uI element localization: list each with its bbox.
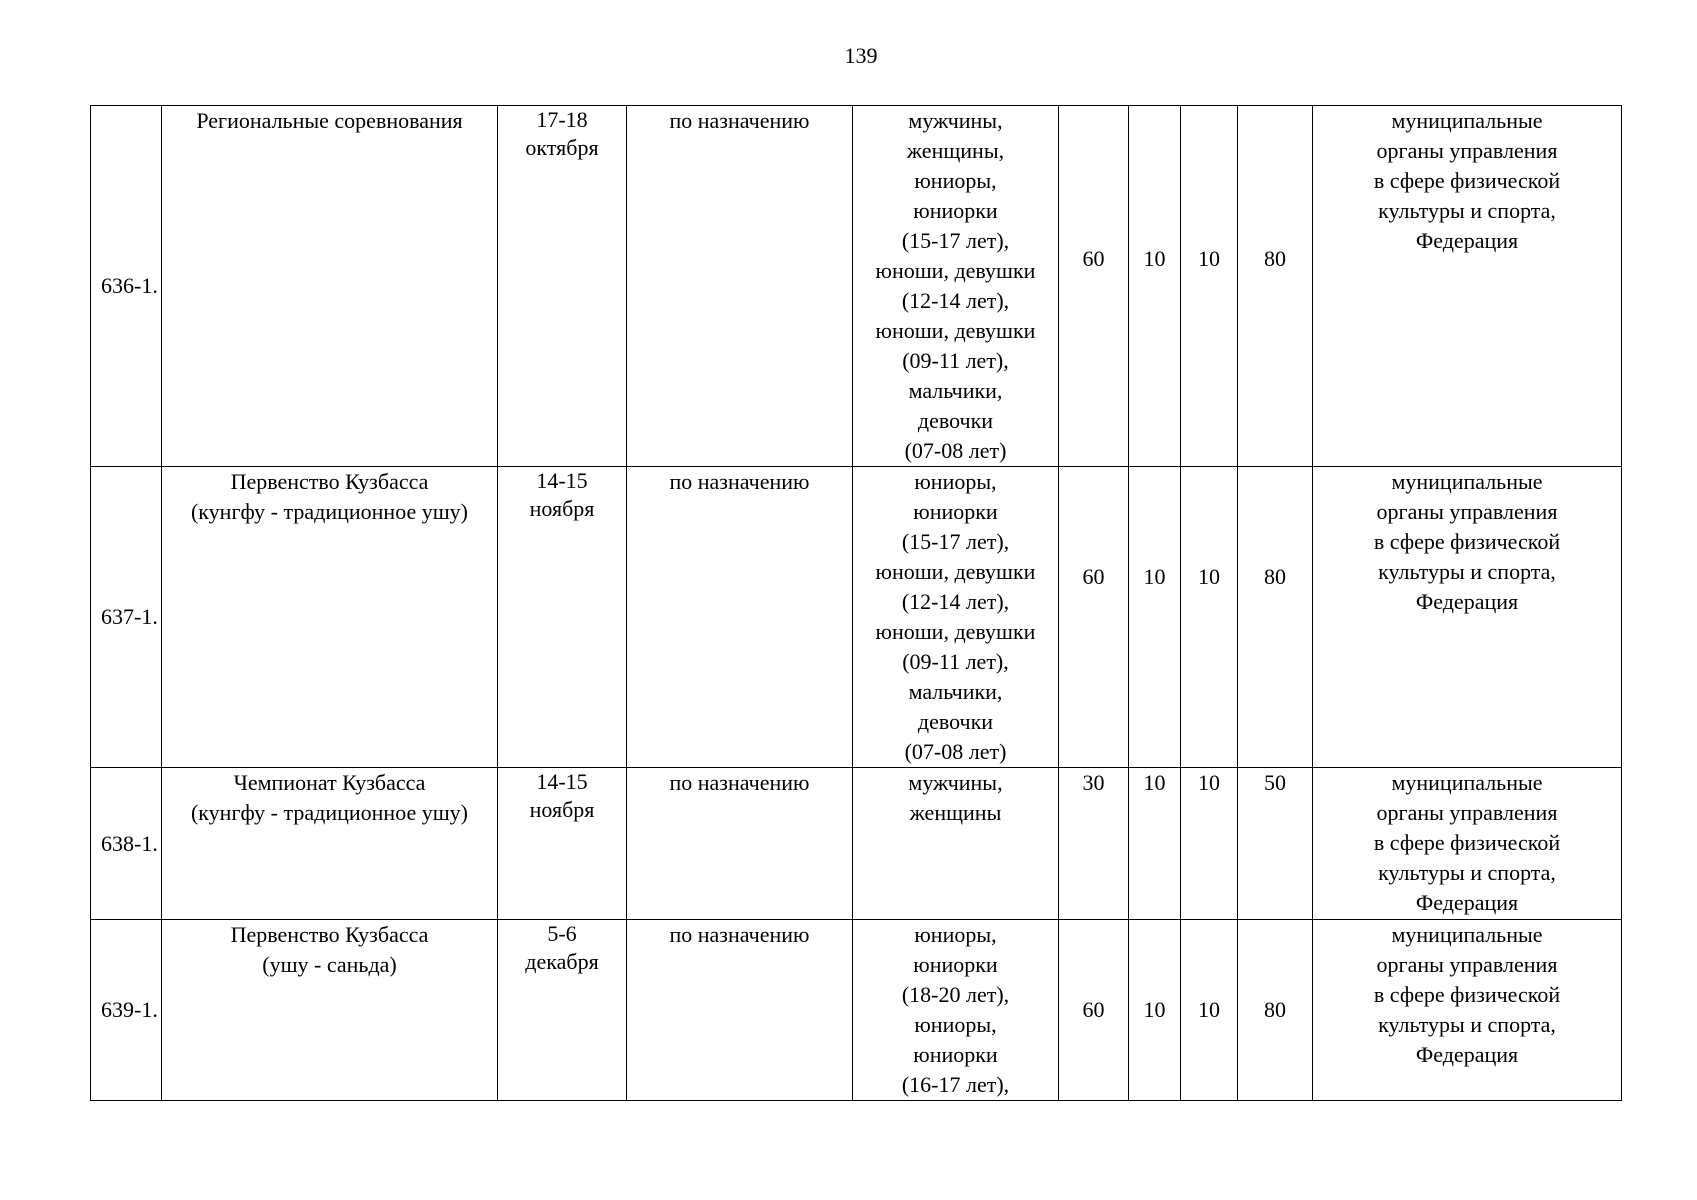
events-table bbox=[90, 105, 1622, 1101]
event-name: Региональные соревнования bbox=[196, 108, 463, 133]
event-venue: по назначению bbox=[669, 108, 810, 133]
table-row bbox=[91, 920, 1622, 1101]
row-number: 636-1. bbox=[91, 106, 162, 467]
participants-total: 80 bbox=[1238, 467, 1313, 768]
participants-count-3: 10 bbox=[1181, 467, 1238, 768]
event-participants: юниоры, юниорки (18-20 лет), юниоры, юниорки (16-17 лет), bbox=[901, 922, 1010, 1097]
participants-count-2: 10 bbox=[1129, 920, 1181, 1101]
row-number: 639-1. bbox=[91, 920, 162, 1101]
table-row bbox=[91, 106, 1622, 467]
event-dates: 14-15 ноября bbox=[529, 468, 595, 521]
event-participants: мужчины, женщины, юниоры, юниорки (15-17 лет), юноши, девушки (12-14 лет), юноши, девушки (09-11 лет), мальчики, девочки (07-08 лет) bbox=[875, 108, 1036, 463]
row-number: 637-1. bbox=[91, 467, 162, 768]
event-organizers: муниципальные органы управления в сфере физической культуры и спорта, Федерация bbox=[1373, 770, 1561, 915]
participants-count-1: 60 bbox=[1059, 920, 1129, 1101]
event-name: Первенство Кузбасса (ушу - саньда) bbox=[230, 922, 429, 977]
event-dates: 14-15 ноября bbox=[529, 769, 595, 822]
event-organizers: муниципальные органы управления в сфере физической культуры и спорта, Федерация bbox=[1373, 922, 1561, 1067]
participants-count-1: 60 bbox=[1059, 106, 1129, 467]
event-participants: юниоры, юниорки (15-17 лет), юноши, девушки (12-14 лет), юноши, девушки (09-11 лет), мальчики, девочки (07-08 лет) bbox=[875, 469, 1036, 764]
row-number: 638-1. bbox=[91, 768, 162, 920]
participants-count-1: 30 bbox=[1059, 768, 1129, 920]
participants-count-3: 10 bbox=[1181, 106, 1238, 467]
participants-count-3: 10 bbox=[1181, 920, 1238, 1101]
participants-count-1: 60 bbox=[1059, 467, 1129, 768]
participants-count-3: 10 bbox=[1181, 768, 1238, 920]
event-participants: мужчины, женщины bbox=[908, 770, 1003, 825]
event-venue: по назначению bbox=[669, 770, 810, 795]
event-venue: по назначению bbox=[669, 469, 810, 494]
table-row bbox=[91, 467, 1622, 768]
event-dates: 17-18 октября bbox=[525, 107, 599, 160]
participants-count-2: 10 bbox=[1129, 768, 1181, 920]
participants-total: 80 bbox=[1238, 106, 1313, 467]
participants-count-2: 10 bbox=[1129, 467, 1181, 768]
event-dates: 5-6 декабря bbox=[525, 921, 599, 974]
event-venue: по назначению bbox=[669, 922, 810, 947]
table-row bbox=[91, 768, 1622, 920]
page-number: 139 bbox=[844, 43, 878, 68]
event-organizers: муниципальные органы управления в сфере физической культуры и спорта, Федерация bbox=[1373, 108, 1561, 253]
event-organizers: муниципальные органы управления в сфере физической культуры и спорта, Федерация bbox=[1373, 469, 1561, 614]
event-name: Первенство Кузбасса (кунгфу - традиционное ушу) bbox=[190, 469, 469, 524]
participants-total: 80 bbox=[1238, 920, 1313, 1101]
event-name: Чемпионат Кузбасса (кунгфу - традиционное ушу) bbox=[190, 770, 469, 825]
participants-count-2: 10 bbox=[1129, 106, 1181, 467]
participants-total: 50 bbox=[1238, 768, 1313, 920]
